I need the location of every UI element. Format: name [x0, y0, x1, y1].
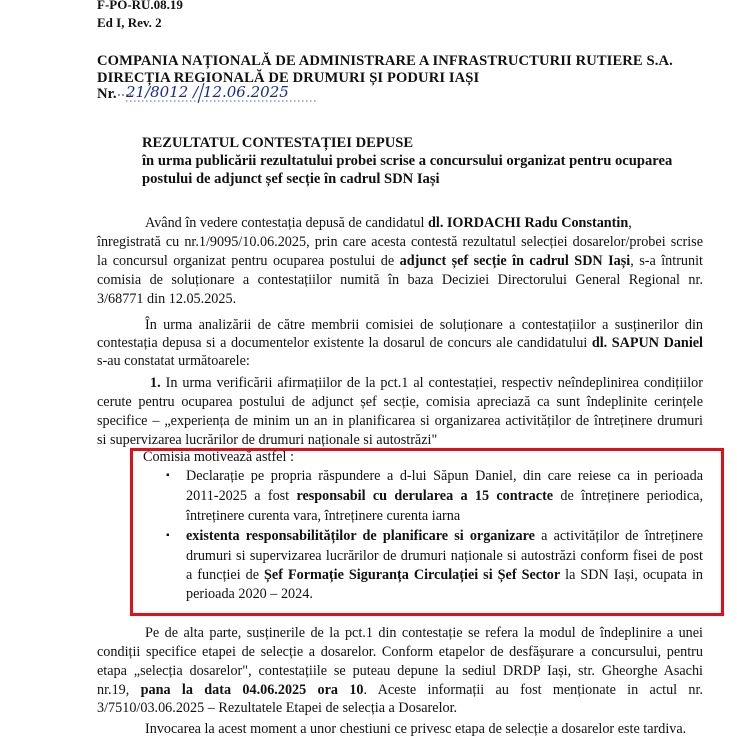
registration-number-label: Nr. [97, 86, 117, 102]
bullet-icon: ▪ [166, 530, 170, 541]
paragraph-3-line-5: 3/7510/03.06.2025 – Rezultatele Etapei de selecția a Dosarelor. [97, 700, 458, 716]
paragraph-1-line-1: Având în vedere contestația depusă de candidatul dl. IORDACHI Radu Constantin, [145, 215, 632, 231]
bullet-2-line-4: perioada 2020 – 2024. [186, 586, 313, 602]
point-1-line-1: 1. In urma verificării afirmațiilor de la pct.1 al contestației, respectiv neîndeplinirea condițiilor [150, 375, 703, 391]
point-1-line-2: cerute pentru ocuparea postului de adjunct șef secție, comisia apreciază ca sunt îndeplinite cerințele [97, 394, 703, 410]
bullet-2-line-1: existenta responsabilităților de planificare si organizare a activităților de întreținere [186, 528, 703, 544]
document-title: REZULTATUL CONTESTAȚIEI DEPUSE [142, 135, 414, 151]
bullet-2-line-3: a funcției de Șef Formație Siguranța Circulației si Șef Sector la SDN Iași, ocupata in [186, 567, 703, 583]
document-subtitle-line-2: postului de adjunct șef secție în cadrul SDN Iași [142, 171, 440, 187]
edition-label: Ed I, Rev. 2 [97, 15, 162, 30]
paragraph-2-line-1: În urma analizării de către membrii comisiei de soluționare a contestațiilor a susținerilor din [145, 317, 703, 333]
commission-intro: Comisia motivează astfel : [143, 449, 294, 465]
document-subtitle-line-1: în urma publicării rezultatului probei scrise a concursului organizat pentru ocuparea [142, 153, 673, 169]
paragraph-1-line-3: la concursul organizat pentru ocuparea postului de adjunct șef secție în cadrul SDN Iași, s-a întrunit [97, 253, 703, 269]
handwritten-text: 21/8012 / 12.06.2025 [126, 83, 289, 101]
paragraph-2-line-3: s-au constatat următoarele: [97, 353, 250, 369]
paragraph-3-line-6: Invocarea la acest moment a unor chestiuni ce privesc etapa de selecție a dosarelor este tardiva. [145, 721, 687, 737]
directorate-name: DIRECȚIA REGIONALĂ DE DRUMURI ȘI PODURI IAȘI [97, 70, 480, 86]
bullet-1-line-2: 2011-2025 a fost responsabil cu derularea a 15 contracte de întreținere periodica, [186, 488, 704, 504]
handwritten-registration-number [116, 81, 321, 105]
bullet-1-line-1: Declarație pe propria răspundere a d-lui Săpun Daniel, din care reiese ca in perioada [186, 468, 703, 484]
bullet-2-line-2: drumuri si supervizarea lucrărilor de drumuri naționale si autostrăzi conform fisei de post [186, 548, 703, 564]
paragraph-2-line-2: contestația depusa si a documentelor existente la dosarul de concurs ale candidatului dl. SAPUN Daniel [97, 335, 703, 351]
paragraph-3-line-2: condiții specifice etapei de selecție a dosarelor. Conform etapelor de desfășurare a concursului, pentru [97, 644, 703, 660]
bullet-icon: ▪ [166, 470, 170, 481]
paragraph-1-line-4: comisia de soluționare a contestațiilor numită în baza Deciziei Directorului General Regional nr. [97, 272, 703, 288]
paragraph-1-line-5: 3/68771 din 12.05.2025. [97, 291, 237, 307]
paragraph-3-line-1: Pe de alta parte, susținerile de la pct.1 din contestație se refera la modul de îndeplinire a unei [145, 625, 703, 641]
point-1-line-4: si supervizarea lucrărilor de drumuri naționale si autostrăzi" [97, 432, 438, 448]
paragraph-3-line-4: nr.19, pana la data 04.06.2025 ora 10. Aceste informații au fost menționate in actul nr. [97, 682, 703, 698]
point-1-line-3: specifice – „experiența de minim un an in planificarea si organizarea activităților de întreținere drumuri [97, 413, 703, 429]
organization-name: COMPANIA NAȚIONALĂ DE ADMINISTRARE A INFRASTRUCTURII RUTIERE S.A. [97, 53, 673, 69]
paragraph-1-line-2: înregistrată cu nr.1/9095/10.06.2025, prin care acesta contestă rezultatul selecției dosarelor/probei scrise [97, 234, 703, 250]
form-code: F-PO-RU.08.19 [97, 0, 183, 12]
paragraph-3-line-3: etapa „selecția dosarelor", contestațiile se puteau depune la sediul DRDP Iași, str. Gheorghe Asachi [97, 663, 703, 679]
bullet-1-line-3: întreținere curenta vara, întreținere curenta iarna [186, 508, 461, 524]
